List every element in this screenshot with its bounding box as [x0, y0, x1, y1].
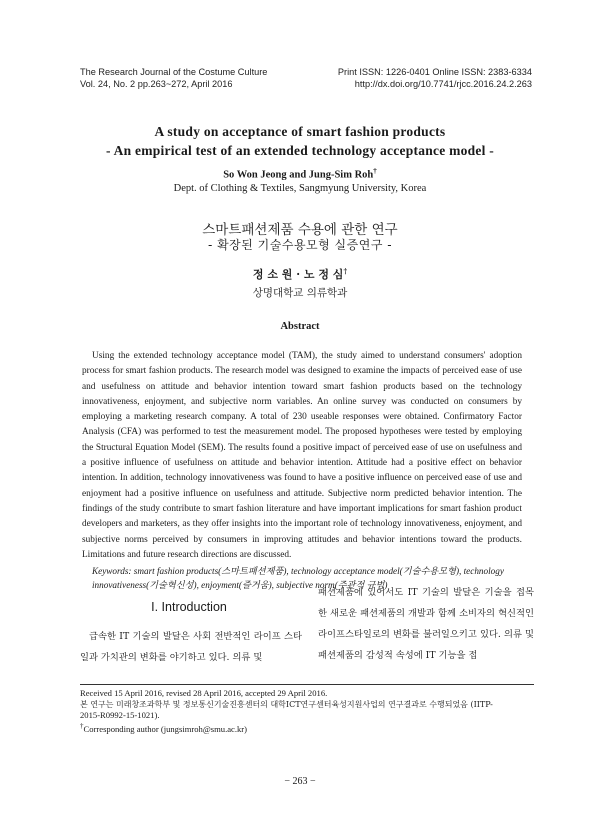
paper-title-kr: 스마트패션제품 수용에 관한 연구 — [202, 222, 398, 238]
authors-kr: 정 소 원 · 노 정 심† — [252, 266, 348, 281]
section-heading-introduction: I. Introduction — [151, 600, 227, 614]
affiliation-kr: 상명대학교 의류학과 — [252, 287, 348, 299]
journal-header — [80, 66, 267, 90]
footnotes — [80, 688, 540, 735]
received-dates: Received 15 April 2016, revised 28 April 2016, accepted 29 April 2016. — [80, 688, 328, 698]
funding-note-line1: 본 연구는 미래창조과학부 및 정보통신기술진흥센터의 대학ICT연구센터육성지원사업의 연구결과로 수행되었음 (IITP- — [80, 700, 493, 709]
keywords-label: Keywords: — [92, 566, 132, 576]
issn-info: Print ISSN: 1226-0401 Online ISSN: 2383-6334 — [337, 67, 532, 77]
affiliation-en: Dept. of Clothing & Textiles, Sangmyung University, Korea — [173, 183, 427, 194]
doi-link[interactable]: http://dx.doi.org/10.7741/rjcc.2016.24.2.263 — [354, 79, 532, 89]
authors-en: So Won Jeong and Jung-Sim Roh† — [223, 167, 377, 181]
paper-subtitle: - An empirical test of an extended technology acceptance model - — [106, 143, 494, 158]
keywords-text: smart fashion products(스마트패션제품), technology acceptance model(기술수용모형), technology innovativeness(기술혁신성), enjoyment(즐거움), subjective norm(주관적 규범) — [92, 566, 504, 590]
corresponding-author: †Corresponding author (jungsimroh@smu.ac.kr) — [80, 722, 248, 734]
paper-title: A study on acceptance of smart fashion products — [154, 124, 446, 139]
footnote-divider — [80, 684, 534, 685]
journal-name: The Research Journal of the Costume Culture — [80, 67, 268, 77]
body-column-left: 급속한 IT 기술의 발달은 사회 전반적인 라이프 스타일과 가치관의 변화를 야기하고 있다. 의류 및 — [80, 631, 302, 663]
abstract-heading: Abstract — [280, 321, 320, 332]
abstract-body: Using the extended technology acceptance model (TAM), the study aimed to understand consumers' adoption process for smart fashion products. The research model was designed to examine the impacts of perceived ease of use and usefulness on attitude and behavior intention toward smart fashion products based on the technology innovativeness, enjoyment, and subjective norm variables. An online survey was conducted on consumers by employing a marketing research company. A total of 230 useable responses were obtained. Confirmatory Factor Analysis (CFA) was performed to test the measurement model. The proposed hypotheses were tested by employing the Structural Equation Model (SEM). The results found a positive impact of perceived ease of use on usefulness and a positive influence of usefulness on attitude and behavior intention. Attitude had a positive effect on behavior intention. In addition, technology innovativeness was found to have a positive influence on perceived ease of use and enjoyment had a positive influence on usefulness and attitude. Subjective norm predicted behavior intention. The findings of the study contribute to smart fashion literature and have important implications for smart fashion product developers and marketers, as they offer insights into the important role of technology innovativeness, enjoyment, and subjective norms perceived by consumers in improving attitudes and behavior intentions toward the products. Limitations and future research directions are discussed. — [82, 351, 522, 560]
paper-subtitle-kr: - 확장된 기술수용모형 실증연구 - — [207, 238, 393, 252]
issn-header — [338, 66, 532, 90]
volume-info: Vol. 24, No. 2 pp.263~272, April 2016 — [80, 79, 233, 89]
page-number: − 263 − — [284, 776, 316, 787]
funding-note-line2: 2015-R0992-15-1021). — [80, 710, 160, 720]
body-column-right: 패션제품에 있어서도 IT 기술의 발달은 기술을 접목한 새로운 패션제품의 개발과 함께 소비자의 혁신적인 라이프스타일로의 변화를 불러일으키고 있다. 의류 및 패션제품의 감성적 속성에 IT 기능을 접 — [318, 587, 534, 661]
